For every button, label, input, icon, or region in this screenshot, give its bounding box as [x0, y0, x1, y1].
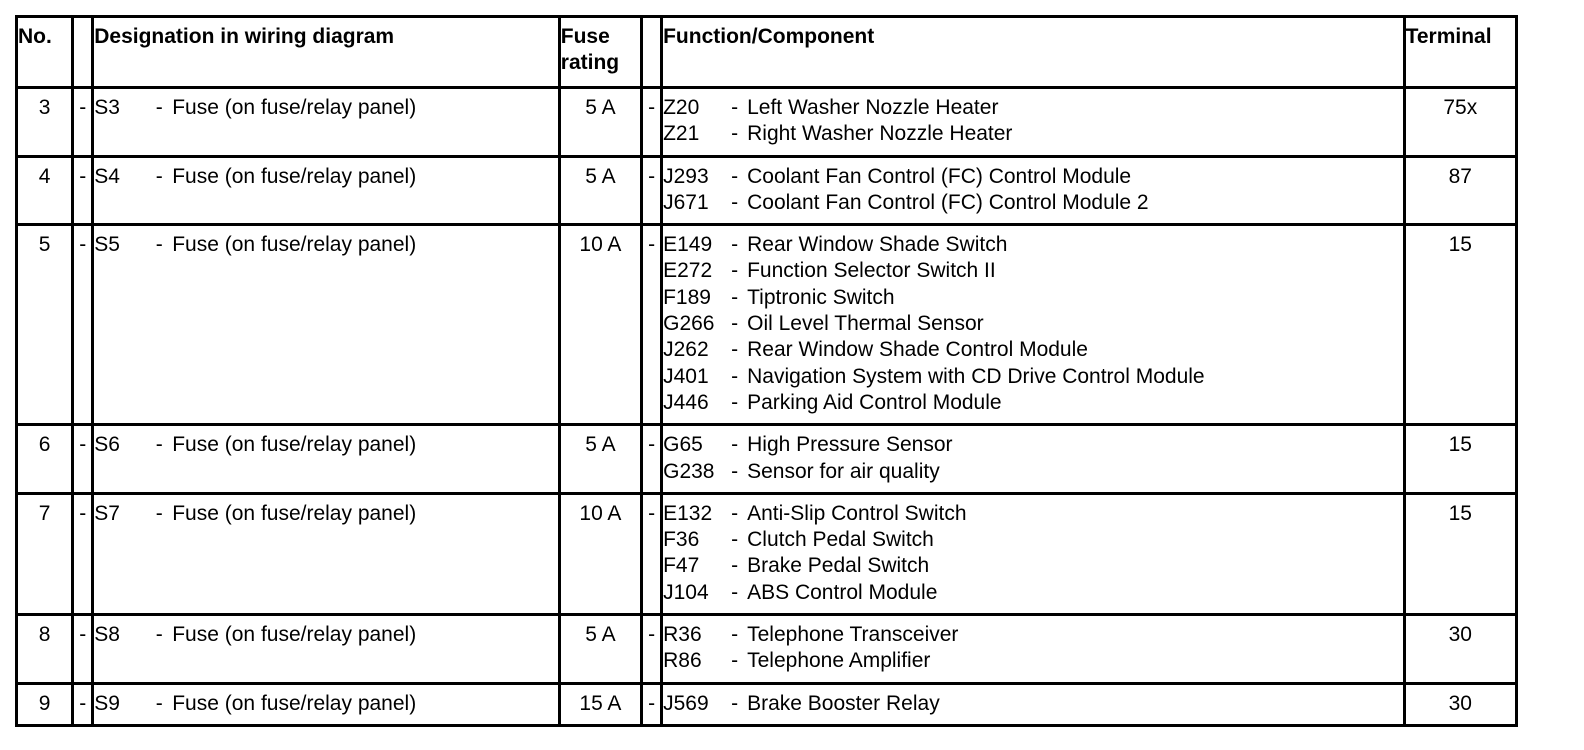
component-line [663, 648, 1402, 674]
row-number: 7 [38, 501, 51, 525]
row-dash: - [73, 615, 93, 684]
component-line [663, 580, 1402, 606]
component-line [663, 190, 1402, 216]
component-dash: - [731, 285, 739, 309]
designation-text: Fuse (on fuse/relay panel) [172, 233, 417, 257]
component-dash: - [731, 164, 739, 188]
component-name: Navigation System with CD Drive Control Module [747, 364, 1205, 388]
component-line [663, 691, 1402, 717]
fuse-table [15, 15, 1518, 727]
designation-text: Fuse (on fuse/relay panel) [172, 623, 417, 647]
table-row [17, 225, 1517, 425]
row-number: 9 [38, 691, 51, 715]
component-code: E132 [663, 501, 713, 525]
component-dash: - [731, 528, 739, 552]
component-name: Brake Pedal Switch [747, 554, 930, 578]
component-dash: - [731, 233, 739, 257]
component-name: Anti-Slip Control Switch [747, 501, 967, 525]
component-code: J569 [663, 691, 709, 715]
component-dash: - [731, 623, 739, 647]
component-line [663, 527, 1402, 553]
component-code: G238 [663, 459, 715, 483]
terminal: 30 [1404, 683, 1516, 725]
component-line [663, 501, 1402, 527]
designation-dash: - [155, 433, 163, 457]
row-dash: - [73, 225, 93, 425]
component-dash: - [731, 501, 739, 525]
component-code: G266 [663, 312, 715, 336]
component-dash: - [731, 364, 739, 388]
terminal: 87 [1404, 156, 1516, 225]
component-code: J446 [663, 390, 709, 414]
component-code: R36 [663, 623, 702, 647]
component-dash: - [731, 190, 739, 214]
component-line [663, 390, 1402, 416]
function-cell [662, 88, 1404, 157]
header-fuse-rating-line2: rating [560, 51, 620, 74]
table-row [17, 88, 1517, 157]
component-line [663, 121, 1402, 147]
header-designation: Designation in wiring diagram [93, 17, 560, 88]
component-name: Tiptronic Switch [747, 285, 895, 309]
designation-text: Fuse (on fuse/relay panel) [172, 96, 417, 119]
component-name: Function Selector Switch II [747, 259, 996, 283]
terminal: 15 [1404, 493, 1516, 614]
component-name: Parking Aid Control Module [747, 390, 1002, 414]
component-name: Oil Level Thermal Sensor [747, 312, 984, 336]
function-dash: - [642, 156, 662, 225]
component-name: Rear Window Shade Control Module [747, 338, 1088, 362]
component-name: High Pressure Sensor [747, 433, 953, 457]
row-number: 3 [38, 96, 51, 119]
component-code: J401 [663, 364, 709, 388]
function-dash: - [642, 493, 662, 614]
component-line [663, 553, 1402, 579]
component-line [663, 622, 1402, 648]
fuse-code: S7 [94, 501, 120, 525]
component-dash: - [731, 390, 739, 414]
row-number: 6 [38, 433, 51, 457]
component-name: Clutch Pedal Switch [747, 528, 934, 552]
terminal: 15 [1404, 225, 1516, 425]
component-line [663, 459, 1402, 485]
component-line [663, 164, 1402, 190]
component-name: Brake Booster Relay [747, 691, 940, 715]
fuse-code: S8 [94, 623, 120, 647]
table-body [17, 88, 1517, 726]
fuse-rating: 5 A [559, 425, 641, 494]
designation-cell [93, 425, 560, 494]
component-line [663, 337, 1402, 363]
fuse-code: S4 [94, 164, 120, 188]
fuse-rating: 5 A [559, 156, 641, 225]
component-code: Z21 [663, 122, 700, 146]
designation-text: Fuse (on fuse/relay panel) [172, 501, 417, 525]
function-dash: - [642, 88, 662, 157]
component-dash: - [731, 554, 739, 578]
designation-cell [93, 156, 560, 225]
component-code: F47 [663, 554, 700, 578]
component-name: Sensor for air quality [747, 459, 940, 483]
designation-dash: - [155, 623, 163, 647]
function-dash: - [642, 615, 662, 684]
component-code: E272 [663, 259, 713, 283]
row-number: 4 [38, 164, 51, 188]
table-row [17, 683, 1517, 725]
component-dash: - [731, 259, 739, 283]
component-dash: - [731, 96, 739, 119]
component-line [663, 311, 1402, 337]
component-name: Telephone Amplifier [747, 649, 931, 673]
row-dash: - [73, 156, 93, 225]
component-line [663, 95, 1402, 121]
function-dash: - [642, 225, 662, 425]
component-code: F189 [663, 285, 711, 309]
designation-cell [93, 493, 560, 614]
component-dash: - [731, 691, 739, 715]
function-dash: - [642, 683, 662, 725]
terminal: 75x [1404, 88, 1516, 157]
component-name: Left Washer Nozzle Heater [747, 96, 999, 119]
component-name: Coolant Fan Control (FC) Control Module 2 [747, 190, 1149, 214]
function-dash: - [642, 425, 662, 494]
fuse-rating: 10 A [559, 493, 641, 614]
fuse-code: S9 [94, 691, 120, 715]
component-dash: - [731, 122, 739, 146]
component-code: F36 [663, 528, 700, 552]
header-no: No. [17, 17, 73, 88]
row-number: 5 [38, 233, 51, 257]
fuse-rating: 15 A [559, 683, 641, 725]
designation-dash: - [155, 164, 163, 188]
designation-text: Fuse (on fuse/relay panel) [172, 433, 417, 457]
component-code: Z20 [663, 96, 700, 119]
fuse-code: S3 [94, 96, 120, 119]
table-row [17, 493, 1517, 614]
designation-cell [93, 225, 560, 425]
fuse-code: S5 [94, 233, 120, 257]
header-spacer-2 [642, 17, 662, 88]
component-code: J671 [663, 190, 709, 214]
component-dash: - [731, 459, 739, 483]
designation-dash: - [155, 233, 163, 257]
component-name: Coolant Fan Control (FC) Control Module [747, 164, 1132, 188]
component-dash: - [731, 649, 739, 673]
component-line [663, 432, 1402, 458]
table-row [17, 615, 1517, 684]
terminal: 15 [1404, 425, 1516, 494]
designation-cell [93, 88, 560, 157]
component-dash: - [731, 338, 739, 362]
component-code: J104 [663, 580, 709, 604]
designation-dash: - [155, 691, 163, 715]
component-name: Right Washer Nozzle Heater [747, 122, 1013, 146]
designation-cell [93, 683, 560, 725]
function-cell [662, 493, 1404, 614]
header-spacer-1 [73, 17, 93, 88]
component-code: G65 [663, 433, 703, 457]
component-name: ABS Control Module [747, 580, 938, 604]
fuse-rating: 10 A [559, 225, 641, 425]
component-line [663, 285, 1402, 311]
table-row [17, 425, 1517, 494]
component-code: J262 [663, 338, 709, 362]
component-code: R86 [663, 649, 702, 673]
designation-dash: - [155, 96, 163, 119]
row-dash: - [73, 493, 93, 614]
component-dash: - [731, 433, 739, 457]
header-terminal: Terminal [1404, 17, 1516, 88]
component-code: E149 [663, 233, 713, 257]
terminal: 30 [1404, 615, 1516, 684]
row-number: 8 [38, 623, 51, 647]
fuse-rating: 5 A [559, 88, 641, 157]
component-line [663, 232, 1402, 258]
component-line [663, 364, 1402, 390]
component-name: Telephone Transceiver [747, 623, 959, 647]
component-name: Rear Window Shade Switch [747, 233, 1008, 257]
component-dash: - [731, 580, 739, 604]
fuse-rating: 5 A [559, 615, 641, 684]
header-function: Function/Component [662, 17, 1404, 88]
row-dash: - [73, 683, 93, 725]
function-cell [662, 683, 1404, 725]
component-code: J293 [663, 164, 709, 188]
designation-text: Fuse (on fuse/relay panel) [172, 164, 417, 188]
function-cell [662, 156, 1404, 225]
table-row [17, 156, 1517, 225]
header-fuse-rating-line1: Fuse [560, 25, 610, 48]
designation-text: Fuse (on fuse/relay panel) [172, 691, 417, 715]
row-dash: - [73, 88, 93, 157]
component-line [663, 258, 1402, 284]
fuse-code: S6 [94, 433, 120, 457]
component-dash: - [731, 312, 739, 336]
function-cell [662, 225, 1404, 425]
function-cell [662, 615, 1404, 684]
table-header-row [17, 17, 1517, 88]
designation-cell [93, 615, 560, 684]
designation-dash: - [155, 501, 163, 525]
header-fuse-rating [559, 17, 641, 88]
row-dash: - [73, 425, 93, 494]
function-cell [662, 425, 1404, 494]
